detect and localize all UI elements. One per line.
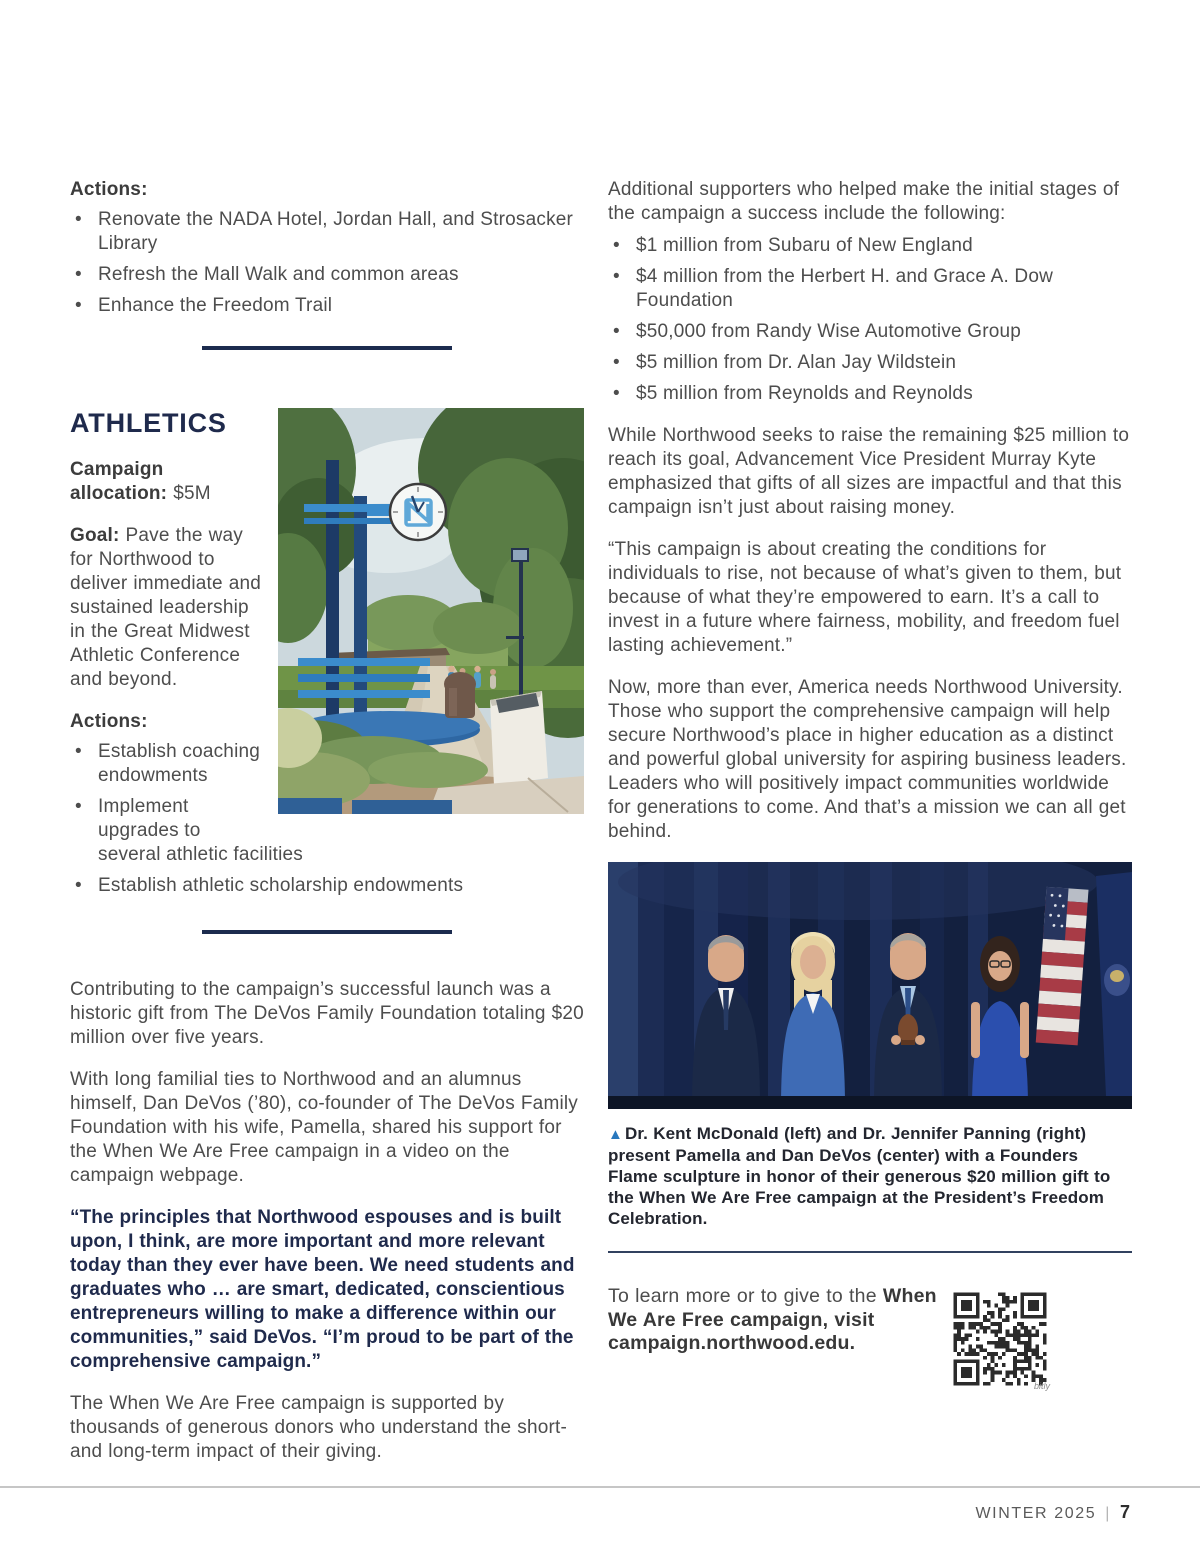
list-item: • Establish athletic scholarship endowments xyxy=(70,874,584,898)
list-item: • $1 million from Subaru of New England xyxy=(608,234,1132,258)
caption-triangle-icon: ▲ xyxy=(608,1126,623,1143)
actions-heading-2: Actions: xyxy=(70,711,148,732)
cta-text xyxy=(608,1285,938,1356)
paragraph-donors: The When We Are Free campaign is supported by thousands of generous donors who understand the short- and long-term impact of their giving. xyxy=(70,1393,568,1462)
allocation-label: Campaign allocation: xyxy=(70,459,168,504)
footer-rule xyxy=(0,1486,1200,1488)
photo-caption xyxy=(608,1123,1132,1229)
actions-list-2 xyxy=(70,740,584,898)
qr-brand-label: bitly xyxy=(1033,1381,1050,1391)
list-item: • Refresh the Mall Walk and common areas xyxy=(70,263,584,287)
goal-text: Pave the way for Northwood to deliver immediate and sustained leadership in the Great Midwest Athletic Conference and beyond. xyxy=(70,525,262,690)
footer-issue: WINTER 2025 xyxy=(975,1505,1097,1522)
cta-pre: To learn more or to give to the xyxy=(608,1285,883,1307)
list-item: • $4 million from the Herbert H. and Grace A. Dow Foundation xyxy=(608,265,1132,313)
section-divider xyxy=(202,930,452,934)
actions-list-1 xyxy=(70,208,584,318)
list-item: • Establish coaching endowments xyxy=(70,740,584,788)
supporters-intro: Additional supporters who helped make the initial stages of the campaign a success include the following: xyxy=(608,179,1120,224)
paragraph-devos-ties: With long familial ties to Northwood and an alumnus himself, Dan DeVos (’80), co-founder of The DeVos Family Foundation with his wife, Pamella, shared his support for the When We Are Free campaign in a video on the campaign webpage. xyxy=(70,1069,579,1186)
footer-separator: | xyxy=(1105,1505,1111,1522)
paragraph-devos-gift: Contributing to the campaign’s successful launch was a historic gift from The DeVos Family Foundation totaling $20 million over five years. xyxy=(70,979,584,1048)
list-item: • Renovate the NADA Hotel, Jordan Hall, and Strosacker Library xyxy=(70,208,584,256)
athletics-heading: ATHLETICS xyxy=(70,408,227,438)
cta-row xyxy=(608,1285,1132,1425)
qr-code xyxy=(946,1285,1054,1391)
allocation-value: $5M xyxy=(173,483,211,504)
footer-page-number: 7 xyxy=(1119,1502,1130,1522)
athletics-section xyxy=(70,408,584,898)
list-item: • Enhance the Freedom Trail xyxy=(70,294,584,318)
caption-text: Dr. Kent McDonald (left) and Dr. Jennifer Panning (right) present Pamella and Dan DeVos (center) with a Founders Flame sculpture in honor of their generous $20 million gift to the When We Are Free campaign at the President’s Freedom Celebration. xyxy=(608,1124,1111,1228)
devos-quote: “The principles that Northwood espouses and is built upon, I think, are more important and more relevant today than they ever have been. We need students and graduates who … are smart, dedicated, conscientious entrepreneurs willing to make a difference within our communities,” said DeVos. “I’m proud to be part of the comprehensive campaign.” xyxy=(70,1207,575,1372)
goal-label: Goal: xyxy=(70,525,120,546)
page-footer xyxy=(975,1502,1130,1523)
freedom-celebration-photo xyxy=(608,862,1132,1109)
list-item: • $5 million from Reynolds and Reynolds xyxy=(608,382,1132,406)
actions-heading-1: Actions: xyxy=(70,179,148,200)
right-column xyxy=(608,178,1132,1425)
cta-campaign-url: When We Are Free campaign, visit campaign.northwood.edu. xyxy=(608,1285,937,1354)
paragraph-remaining-goal: While Northwood seeks to raise the remaining $25 million to reach its goal, Advancement Vice President Murray Kyte emphasized that gifts of all sizes are impactful and that this campaign isn’t just about raising money. xyxy=(608,425,1130,518)
section-divider xyxy=(202,346,452,350)
list-item: • $5 million from Dr. Alan Jay Wildstein xyxy=(608,351,1132,375)
kyte-quote: “This campaign is about creating the conditions for individuals to rise, not because of what’s given to them, but because of what they’re empowered to earn. It’s a call to invest in a future where fairness, mobility, and freedom fuel lasting achievement.” xyxy=(608,539,1122,656)
list-item: • $50,000 from Randy Wise Automotive Group xyxy=(608,320,1132,344)
supporters-list xyxy=(608,234,1132,406)
caption-divider xyxy=(608,1251,1132,1253)
left-column xyxy=(70,178,584,1482)
list-item: • Implement upgrades to several athletic facilities xyxy=(70,795,584,867)
paragraph-mission: Now, more than ever, America needs Northwood University. Those who support the comprehensive campaign will help secure Northwood’s place in higher education as a distinct and powerful global university for aspiring business leaders. Leaders who will positively impact communities worldwide for generations to come. And that’s a mission we can all get behind. xyxy=(608,677,1127,842)
